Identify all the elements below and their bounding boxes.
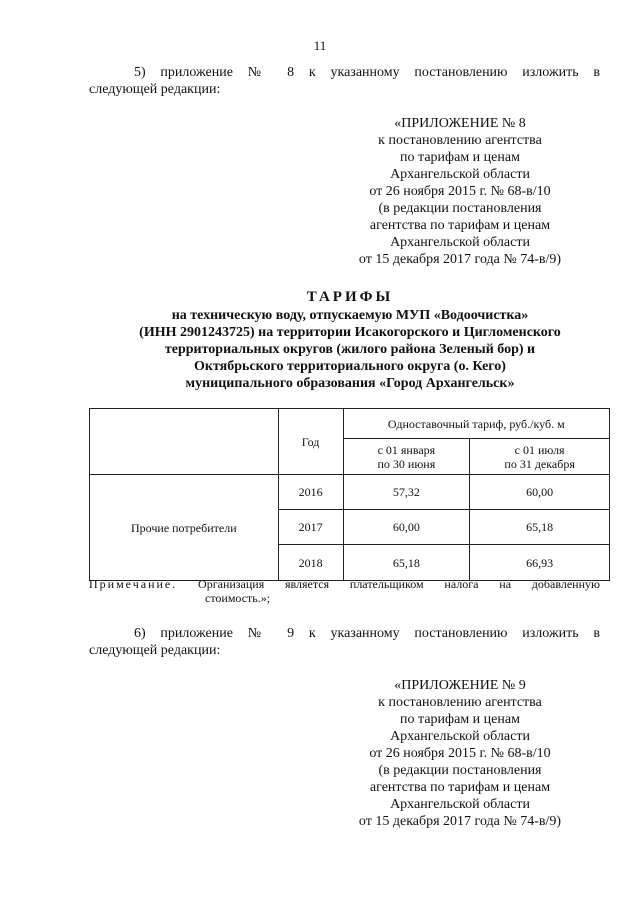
header-period-2 (470, 439, 610, 475)
appendix-line: к постановлению агентства (378, 695, 542, 710)
tariff-h1-cell: 57,32 (343, 475, 470, 510)
appendix-line: Архангельской области (390, 797, 530, 812)
consumer-cell: Прочие потребители (90, 475, 279, 581)
appendix-8-header (330, 115, 590, 268)
appendix-line: от 26 ноября 2015 г. № 68-в/10 (369, 746, 551, 761)
appendix-line: к постановлению агентства (378, 133, 542, 148)
note-word: добавленную (531, 577, 600, 591)
note-line-1 (89, 577, 600, 591)
paragraph-5 (89, 64, 600, 98)
note-word: на (499, 577, 512, 591)
tariff-title-line: на техническую воду, отпускаемую МУП «Водоочистка» (171, 308, 529, 323)
page-number: 11 (313, 38, 327, 53)
paragraph-5-line-2: следующей редакции: (89, 82, 221, 97)
header-tariff-cell: Одноставочный тариф, руб./куб. м (343, 409, 609, 439)
period-2-from: с 01 июля (514, 442, 565, 457)
appendix-line: от 26 ноября 2015 г. № 68-в/10 (369, 184, 551, 199)
note-word: налога (444, 577, 479, 591)
paragraph-5-line-1: 5) приложение № 8 к указанному постановлению изложить в (134, 65, 600, 80)
note-word: Организация (198, 577, 265, 591)
tariff-h1-cell: 60,00 (343, 510, 470, 545)
tariff-title-line: Октябрьского территориального округа (о. Кего) (194, 359, 506, 374)
period-2-to: по 31 декабря (504, 456, 575, 471)
appendix-line: по тарифам и ценам (400, 712, 520, 727)
table-note (89, 577, 600, 605)
tariff-title-main: ТАРИФЫ (306, 289, 394, 305)
year-cell: 2017 (278, 510, 343, 545)
paragraph-6-line-2: следующей редакции: (89, 643, 221, 658)
appendix-line: Архангельской области (390, 235, 530, 250)
header-year-cell: Год (278, 409, 343, 475)
appendix-line: от 15 декабря 2017 года № 74-в/9) (358, 252, 562, 267)
header-empty-cell (90, 409, 279, 475)
tariff-title-line: муниципального образования «Город Архангельск» (185, 376, 515, 391)
header-period-1 (343, 439, 470, 475)
appendix-line: «ПРИЛОЖЕНИЕ № 9 (394, 678, 526, 693)
tariff-title-line: территориальных округов (жилого района Зеленый бор) и (164, 342, 536, 357)
note-label: Примечание. (89, 577, 178, 591)
appendix-line: агентства по тарифам и ценам (369, 218, 551, 233)
period-1-from: с 01 января (377, 442, 436, 457)
tariff-title (60, 289, 640, 392)
appendix-9-header (330, 677, 590, 830)
appendix-line: Архангельской области (390, 729, 530, 744)
table-header-row (90, 409, 610, 439)
note-word: является (285, 577, 330, 591)
appendix-line: Архангельской области (390, 167, 530, 182)
period-1-to: по 30 июня (377, 456, 436, 471)
appendix-line: (в редакции постановления (378, 201, 542, 216)
appendix-line: агентства по тарифам и ценам (369, 780, 551, 795)
tariff-table (89, 408, 610, 581)
year-cell: 2018 (278, 545, 343, 581)
note-word: плательщиком (349, 577, 424, 591)
table-row (90, 475, 610, 510)
appendix-line: «ПРИЛОЖЕНИЕ № 8 (394, 116, 526, 131)
tariff-h2-cell: 65,18 (470, 510, 610, 545)
appendix-line: от 15 декабря 2017 года № 74-в/9) (358, 814, 562, 829)
tariff-h2-cell: 60,00 (470, 475, 610, 510)
tariff-h2-cell: 66,93 (470, 545, 610, 581)
tariff-h1-cell: 65,18 (343, 545, 470, 581)
appendix-line: по тарифам и ценам (400, 150, 520, 165)
note-line-2: стоимость.»; (205, 591, 271, 605)
year-cell: 2016 (278, 475, 343, 510)
appendix-line: (в редакции постановления (378, 763, 542, 778)
paragraph-6 (89, 625, 600, 659)
paragraph-6-line-1: 6) приложение № 9 к указанному постановлению изложить в (134, 626, 600, 641)
tariff-title-line: (ИНН 2901243725) на территории Исакогорского и Цигломенского (139, 325, 561, 340)
